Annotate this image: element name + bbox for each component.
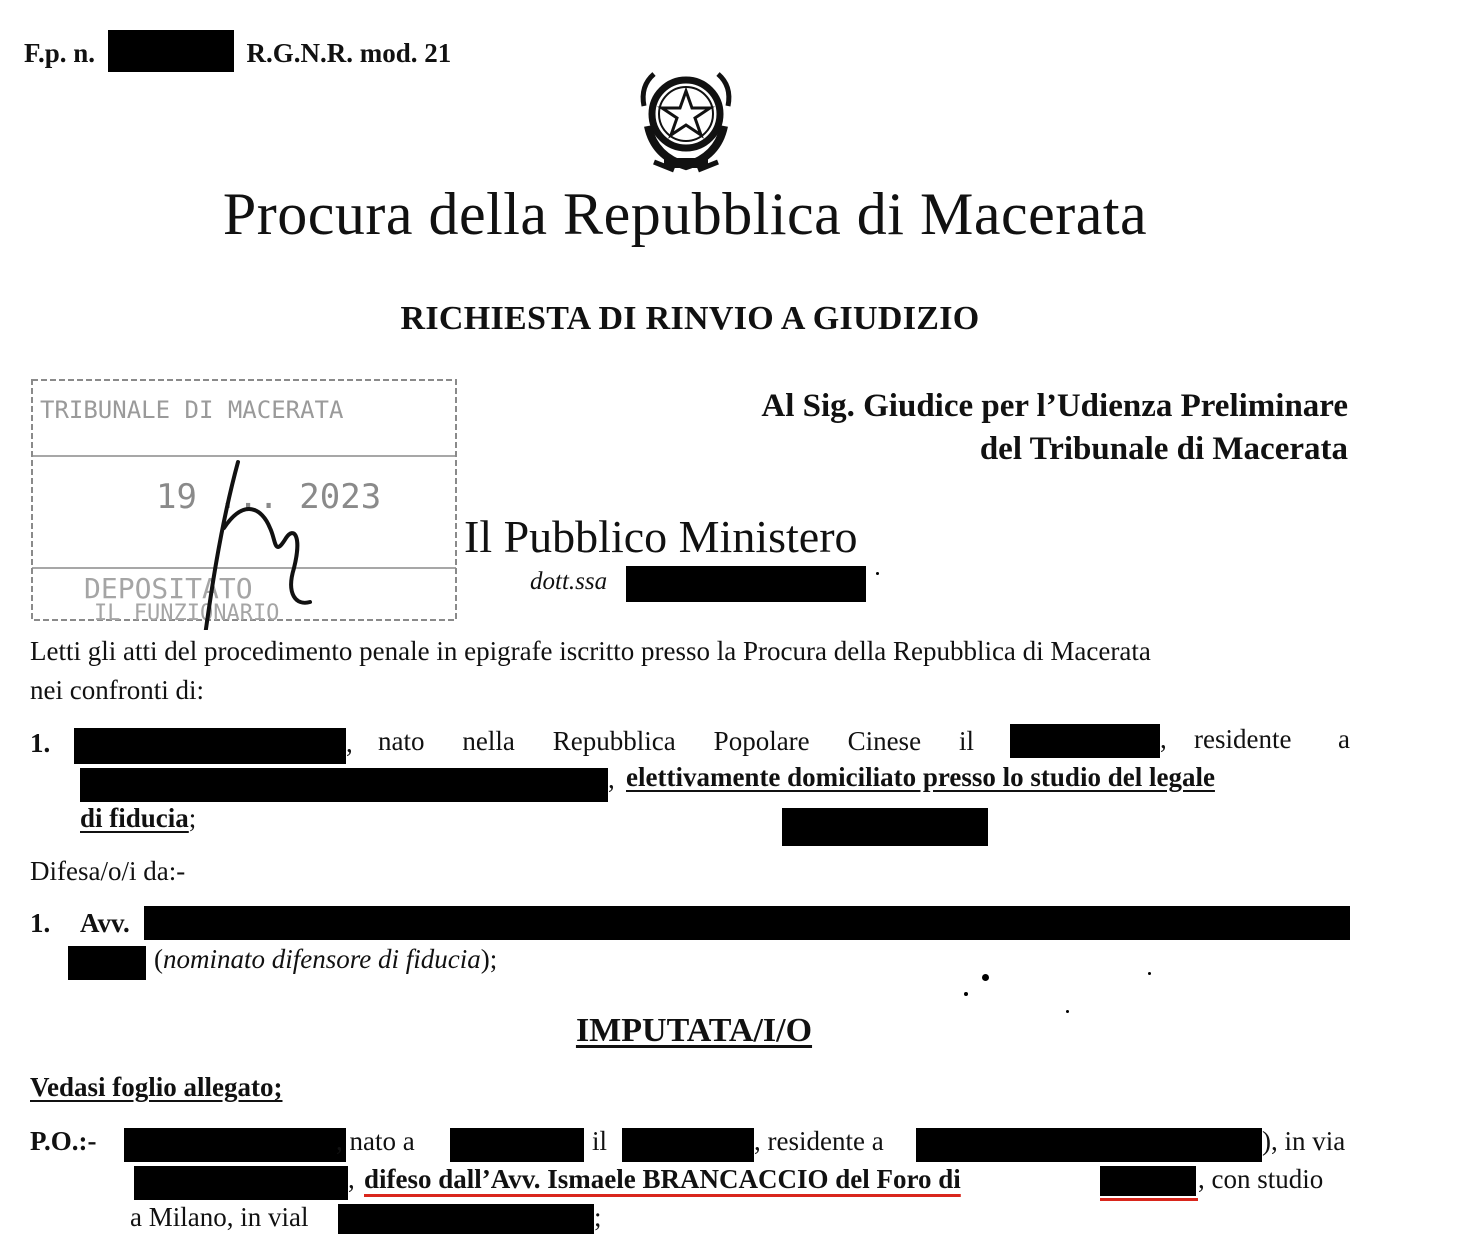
redaction-po-birthplace xyxy=(450,1128,584,1162)
pm-heading: Il Pubblico Ministero xyxy=(464,511,858,562)
po-semicolon: ; xyxy=(594,1202,602,1232)
scan-speck xyxy=(876,572,879,575)
document-subtitle: RICHIESTA DI RINVIO A GIUDIZIO xyxy=(400,300,980,337)
word: a xyxy=(1338,724,1350,754)
redaction-po-foro xyxy=(1100,1166,1196,1196)
file-reference xyxy=(24,30,451,72)
defense-note-line xyxy=(154,944,497,975)
redaction-po-residence xyxy=(916,1128,1262,1162)
po-residente: , residente a xyxy=(754,1126,884,1156)
stamp-text-court: TRIBUNALE DI MACERATA xyxy=(40,396,344,424)
word: il xyxy=(958,726,974,756)
redaction-po-street xyxy=(134,1166,348,1200)
stamp-date: 19 ... 2023 xyxy=(156,477,382,517)
po-studio: , con studio xyxy=(1198,1164,1324,1194)
intro-line1: Letti gli atti del procedimento penale in epigrafe iscritto presso la Procura della Repubblica di Macerata xyxy=(30,636,1151,666)
word: nato xyxy=(378,726,425,756)
redaction-residence xyxy=(80,768,608,802)
scan-speck xyxy=(1066,1010,1069,1013)
avv-label: Avv. xyxy=(80,908,130,938)
word: nella xyxy=(462,726,515,756)
red-underline-extension xyxy=(1100,1198,1198,1201)
pm-name-prefix: dott.ssa xyxy=(530,568,608,595)
vedasi-line: Vedasi foglio allegato; xyxy=(30,1072,283,1102)
deposit-stamp xyxy=(24,358,464,630)
redaction-defense-lawyer xyxy=(144,906,1350,940)
fp-prefix: F.p. n. xyxy=(24,38,96,68)
word: residente xyxy=(1194,724,1292,754)
paren-close: ); xyxy=(480,944,498,974)
redaction-defendant-name xyxy=(74,728,346,764)
po-label: P.O.:- xyxy=(30,1126,97,1156)
po-in-via: ), in via xyxy=(1262,1126,1346,1156)
intro-line2: nei confronti di: xyxy=(30,675,204,705)
po-born: , nato a xyxy=(336,1126,415,1156)
word: Repubblica xyxy=(552,726,676,756)
addressee-line2: del Tribunale di Macerata xyxy=(979,431,1348,467)
domicile-end-line xyxy=(80,803,196,834)
defendant-residence-words xyxy=(1194,724,1350,755)
stamp-official: IL FUNZIONARIO xyxy=(94,601,280,626)
redaction-birth-date xyxy=(1010,724,1160,758)
comma: , xyxy=(608,764,615,794)
defense-heading: Difesa/o/i da:- xyxy=(30,856,186,886)
imputata-heading: IMPUTATA/I/O xyxy=(575,1012,813,1049)
po-il: il xyxy=(592,1126,608,1156)
addressee xyxy=(761,385,1348,471)
word: Popolare xyxy=(713,726,810,756)
addressee-line1: Al Sig. Giudice per l’Udienza Preliminare xyxy=(761,388,1348,424)
stamp-deposited: DEPOSITATO xyxy=(84,572,253,605)
word: Cinese xyxy=(847,726,922,756)
comma: , xyxy=(348,1164,355,1194)
defendant-birth-words xyxy=(378,726,974,757)
redaction-file-number xyxy=(108,30,234,72)
redaction-po-birthdate xyxy=(622,1128,754,1162)
paren-open: ( xyxy=(154,944,163,974)
redaction-po-address xyxy=(338,1204,594,1234)
semicolon: ; xyxy=(188,803,197,833)
po-line3: a Milano, in vial xyxy=(130,1202,309,1232)
comma: , xyxy=(346,728,353,758)
comma: , xyxy=(1160,724,1167,754)
domicile-clause: elettivamente domiciliato presso lo studio del legale xyxy=(626,762,1215,792)
page-title: Procura della Repubblica di Macerata xyxy=(222,181,1148,247)
defendant-number: 1. xyxy=(30,728,51,758)
rgnr-label: R.G.N.R. mod. 21 xyxy=(246,38,452,68)
po-defended-by: difeso dall’Avv. Ismaele BRANCACCIO del Foro di xyxy=(364,1164,961,1194)
pm-name-line xyxy=(530,568,607,596)
redaction-lawyer-address xyxy=(782,808,988,846)
scan-speck xyxy=(982,974,989,981)
scan-speck xyxy=(964,992,968,996)
redaction-defense-lawyer-2 xyxy=(68,946,146,980)
defense-note: nominato difensore di fiducia xyxy=(163,944,481,974)
redaction-po-name xyxy=(124,1128,346,1162)
redaction-pm-name xyxy=(626,566,866,602)
defense-number: 1. xyxy=(30,908,51,938)
scan-speck xyxy=(1148,972,1151,975)
emblem-icon xyxy=(634,66,738,178)
domicile-end: di fiducia xyxy=(80,803,189,833)
